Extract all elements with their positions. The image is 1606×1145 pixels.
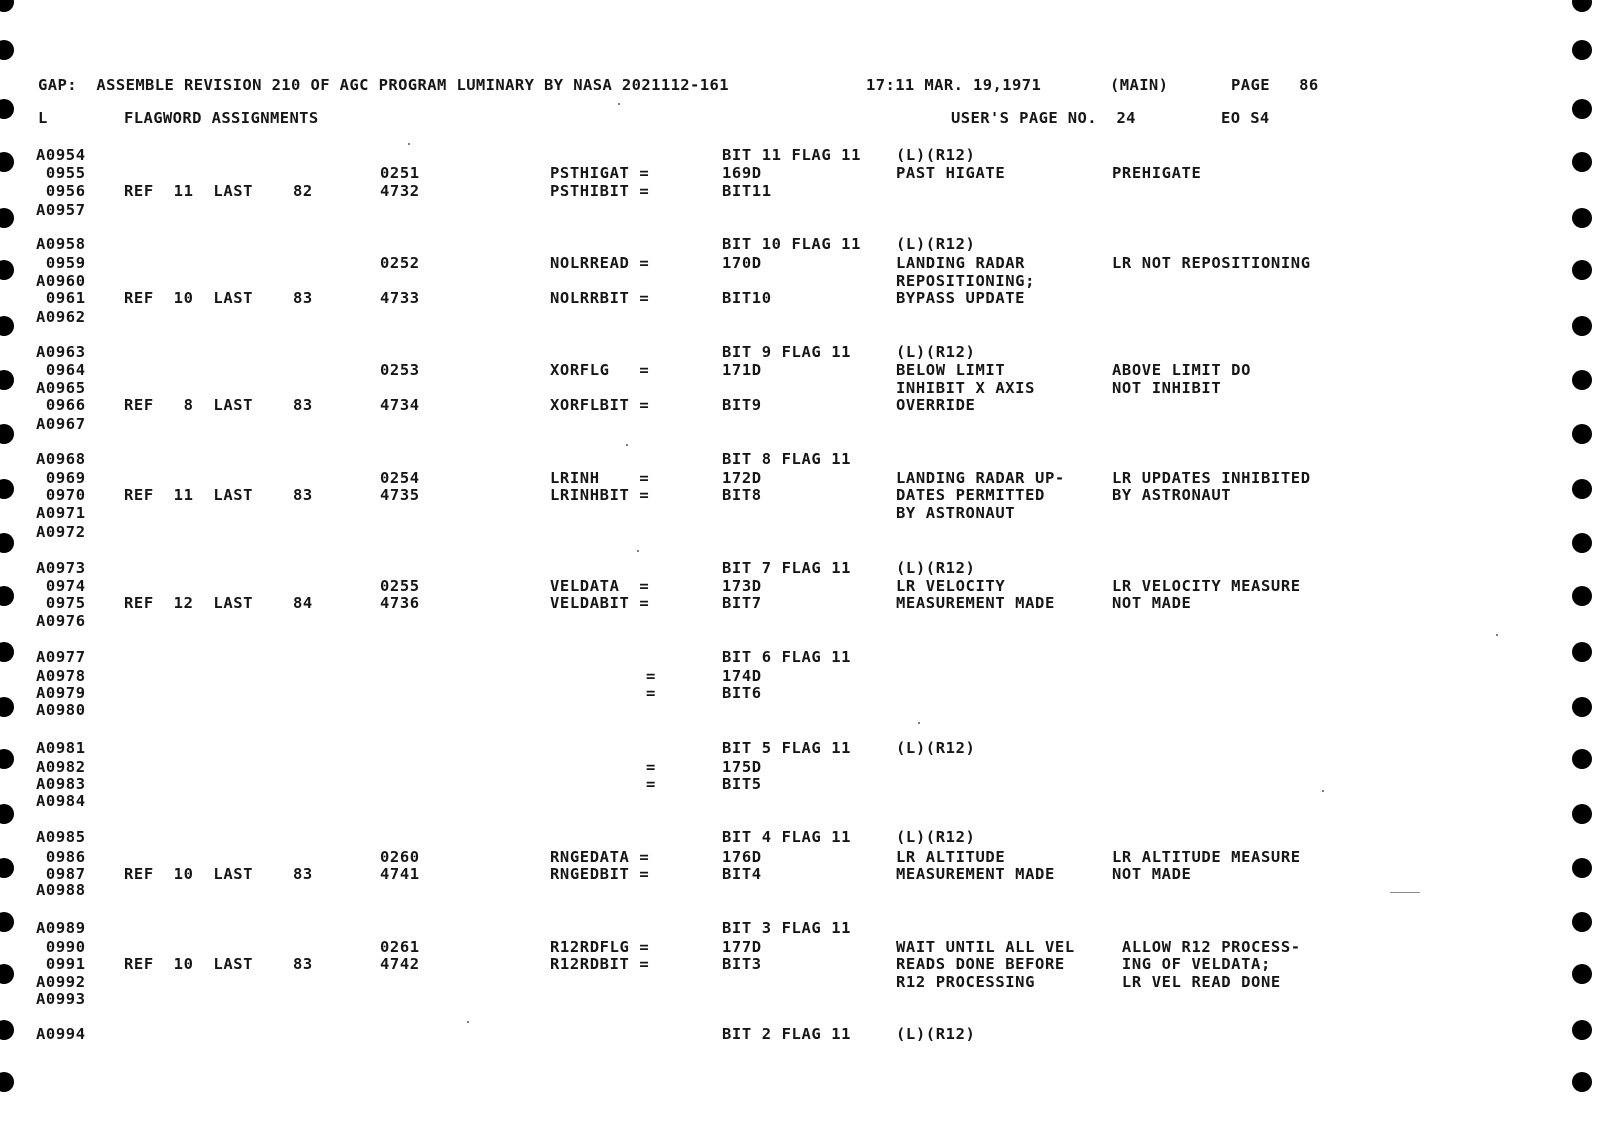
tractor-hole xyxy=(1572,0,1592,12)
tractor-hole xyxy=(0,316,14,336)
listing-seq: A0982 xyxy=(36,758,86,776)
listing-d1: REPOSITIONING; xyxy=(896,272,1036,290)
listing-seq: 0991 xyxy=(36,955,86,973)
tractor-hole xyxy=(0,1072,14,1092)
print-speck xyxy=(918,722,920,724)
listing-addr: 0255 xyxy=(380,577,420,595)
listing-val: 177D xyxy=(722,938,762,956)
listing-bit: BIT 7 FLAG 11 xyxy=(722,559,852,577)
listing-val: 173D xyxy=(722,577,762,595)
tractor-hole xyxy=(1572,642,1592,662)
listing-name: PSTHIGAT = xyxy=(550,164,650,182)
listing-bit: BIT 2 FLAG 11 xyxy=(722,1025,852,1043)
listing-seq: A0954 xyxy=(36,146,86,164)
listing-seq: A0979 xyxy=(36,684,86,702)
listing-d1: LANDING RADAR UP- xyxy=(896,469,1065,487)
listing-val: 170D xyxy=(722,254,762,272)
listing-seq: 0986 xyxy=(36,848,86,866)
tractor-hole xyxy=(1572,1072,1592,1092)
listing-addr: 0261 xyxy=(380,938,420,956)
eo-marker: EO S4 xyxy=(1221,109,1270,127)
listing-val: 174D xyxy=(722,667,762,685)
tractor-hole xyxy=(1572,479,1592,499)
listing-seq: A0983 xyxy=(36,775,86,793)
print-speck xyxy=(626,444,628,446)
listing-seq: 0970 xyxy=(36,486,86,504)
tractor-hole xyxy=(0,260,14,280)
listing-val: BIT10 xyxy=(722,289,772,307)
header-title: GAP: ASSEMBLE REVISION 210 OF AGC PROGRAM LUMINARY BY NASA 2021112-161 xyxy=(38,76,729,94)
listing-ref: REF 11 LAST xyxy=(124,182,254,200)
listing-addr: 4733 xyxy=(380,289,420,307)
listing-seq: 0955 xyxy=(36,164,86,182)
listing-val: BIT8 xyxy=(722,486,762,504)
listing-seq: A0963 xyxy=(36,343,86,361)
tractor-hole xyxy=(1572,749,1592,769)
header-section: (MAIN) xyxy=(1110,76,1169,94)
listing-name: RNGEDBIT = xyxy=(550,865,650,883)
tractor-hole xyxy=(0,1020,14,1040)
listing-val: BIT9 xyxy=(722,396,762,414)
header-l-marker: L xyxy=(38,109,48,127)
listing-seq: 0961 xyxy=(36,289,86,307)
listing-d1: (L)(R12) xyxy=(896,828,976,846)
listing-seq: 0975 xyxy=(36,594,86,612)
print-speck xyxy=(1496,634,1498,636)
listing-val: BIT11 xyxy=(722,182,772,200)
listing-name: RNGEDATA = xyxy=(550,848,650,866)
listing-d1: LR VELOCITY xyxy=(896,577,1006,595)
tractor-hole xyxy=(1572,964,1592,984)
page-subtitle: FLAGWORD ASSIGNMENTS xyxy=(124,109,319,127)
listing-addr: 0252 xyxy=(380,254,420,272)
listing-addr: 0254 xyxy=(380,469,420,487)
tractor-hole xyxy=(0,697,14,717)
listing-seq: A0968 xyxy=(36,450,86,468)
tractor-hole xyxy=(1572,1020,1592,1040)
listing-name: LRINHBIT = xyxy=(550,486,650,504)
listing-seq: 0969 xyxy=(36,469,86,487)
listing-seq: A0977 xyxy=(36,648,86,666)
listing-seq: A0976 xyxy=(36,612,86,630)
print-dash xyxy=(1390,892,1420,893)
listing-seq: 0959 xyxy=(36,254,86,272)
listing-val: 176D xyxy=(722,848,762,866)
listing-d2: NOT INHIBIT xyxy=(1112,379,1222,397)
tractor-hole xyxy=(0,749,14,769)
listing-bit: BIT 8 FLAG 11 xyxy=(722,450,852,468)
listing-name: VELDABIT = xyxy=(550,594,650,612)
listing-addr: 4741 xyxy=(380,865,420,883)
tractor-hole xyxy=(1572,260,1592,280)
listing-d1: OVERRIDE xyxy=(896,396,976,414)
listing-d1: MEASUREMENT MADE xyxy=(896,865,1055,883)
listing-last: 84 xyxy=(293,594,313,612)
tractor-hole xyxy=(1572,40,1592,60)
listing-ref: REF 12 LAST xyxy=(124,594,254,612)
listing-d2: NOT MADE xyxy=(1112,594,1192,612)
listing-last: 83 xyxy=(293,486,313,504)
listing-seq: A0967 xyxy=(36,415,86,433)
tractor-hole xyxy=(0,964,14,984)
header-page-number: PAGE 86 xyxy=(1231,76,1319,94)
listing-ref: REF 10 LAST xyxy=(124,289,254,307)
listing-d1: LR ALTITUDE xyxy=(896,848,1006,866)
tractor-hole xyxy=(0,152,14,172)
listing-d1: PAST HIGATE xyxy=(896,164,1006,182)
tractor-hole xyxy=(0,586,14,606)
listing-seq: A0957 xyxy=(36,201,86,219)
listing-seq: A0973 xyxy=(36,559,86,577)
listing-val: 172D xyxy=(722,469,762,487)
tractor-hole xyxy=(0,804,14,824)
listing-seq: A0985 xyxy=(36,828,86,846)
listing-name: R12RDBIT = xyxy=(550,955,650,973)
listing-d1: WAIT UNTIL ALL VEL xyxy=(896,938,1075,956)
listing-d1: MEASUREMENT MADE xyxy=(896,594,1055,612)
listing-seq: A0989 xyxy=(36,919,86,937)
listing-eq: = xyxy=(646,775,656,793)
tractor-hole xyxy=(0,0,14,12)
listing-d2: LR VELOCITY MEASURE xyxy=(1112,577,1301,595)
listing-d2: PREHIGATE xyxy=(1112,164,1202,182)
print-speck xyxy=(637,550,639,552)
tractor-hole xyxy=(0,479,14,499)
tractor-hole xyxy=(1572,804,1592,824)
listing-d2: BY ASTRONAUT xyxy=(1112,486,1232,504)
tractor-hole xyxy=(0,370,14,390)
listing-d1: (L)(R12) xyxy=(896,739,976,757)
listing-bit: BIT 9 FLAG 11 xyxy=(722,343,852,361)
listing-addr: 4742 xyxy=(380,955,420,973)
listing-seq: A0984 xyxy=(36,792,86,810)
tractor-hole xyxy=(1572,586,1592,606)
listing-addr: 4732 xyxy=(380,182,420,200)
listing-d2: LR ALTITUDE MEASURE xyxy=(1112,848,1301,866)
print-speck xyxy=(618,103,620,105)
tractor-hole xyxy=(1572,208,1592,228)
listing-d1: (L)(R12) xyxy=(896,559,976,577)
right-tractor-holes xyxy=(1570,0,1594,1145)
tractor-hole xyxy=(1572,99,1592,119)
listing-seq: A0978 xyxy=(36,667,86,685)
listing-seq: A0965 xyxy=(36,379,86,397)
listing-d2: LR NOT REPOSITIONING xyxy=(1112,254,1311,272)
listing-ref: REF 11 LAST xyxy=(124,486,254,504)
listing-d2: ING OF VELDATA; xyxy=(1112,955,1271,973)
listing-name: NOLRRBIT = xyxy=(550,289,650,307)
print-speck xyxy=(467,1021,469,1023)
tractor-hole xyxy=(0,99,14,119)
tractor-hole xyxy=(0,912,14,932)
listing-seq: A0962 xyxy=(36,308,86,326)
listing-d2: ABOVE LIMIT DO xyxy=(1112,361,1252,379)
listing-val: BIT3 xyxy=(722,955,762,973)
listing-addr: 4734 xyxy=(380,396,420,414)
listing-last: 83 xyxy=(293,955,313,973)
listing-seq: A0971 xyxy=(36,504,86,522)
listing-eq: = xyxy=(646,667,656,685)
listing-name: VELDATA = xyxy=(550,577,650,595)
listing-val: 175D xyxy=(722,758,762,776)
listing-d1: DATES PERMITTED xyxy=(896,486,1045,504)
listing-d2: ALLOW R12 PROCESS- xyxy=(1112,938,1301,956)
listing-name: NOLRREAD = xyxy=(550,254,650,272)
listing-seq: 0964 xyxy=(36,361,86,379)
tractor-hole xyxy=(1572,912,1592,932)
listing-d1: BY ASTRONAUT xyxy=(896,504,1016,522)
listing-d1: BYPASS UPDATE xyxy=(896,289,1026,307)
listing-val: BIT5 xyxy=(722,775,762,793)
listing-last: 83 xyxy=(293,289,313,307)
listing-d1: R12 PROCESSING xyxy=(896,973,1036,991)
listing-seq: A0980 xyxy=(36,701,86,719)
tractor-hole xyxy=(0,208,14,228)
listing-seq: 0987 xyxy=(36,865,86,883)
listing-last: 83 xyxy=(293,396,313,414)
listing-addr: 4736 xyxy=(380,594,420,612)
listing-last: 83 xyxy=(293,865,313,883)
listing-bit: BIT 11 FLAG 11 xyxy=(722,146,862,164)
listing-d1: LANDING RADAR xyxy=(896,254,1026,272)
listing-name: R12RDFLG = xyxy=(550,938,650,956)
tractor-hole xyxy=(0,642,14,662)
listing-name: XORFLBIT = xyxy=(550,396,650,414)
tractor-hole xyxy=(0,40,14,60)
tractor-hole xyxy=(1572,697,1592,717)
listing-seq: A0992 xyxy=(36,973,86,991)
listing-bit: BIT 10 FLAG 11 xyxy=(722,235,862,253)
listing-seq: 0990 xyxy=(36,938,86,956)
listing-ref: REF 10 LAST xyxy=(124,955,254,973)
tractor-hole xyxy=(1572,424,1592,444)
print-speck xyxy=(1322,790,1324,792)
listing-d1: (L)(R12) xyxy=(896,146,976,164)
tractor-hole xyxy=(1572,533,1592,553)
tractor-hole xyxy=(1572,316,1592,336)
listing-d2: LR UPDATES INHIBITED xyxy=(1112,469,1311,487)
listing-addr: 4735 xyxy=(380,486,420,504)
tractor-hole xyxy=(1572,858,1592,878)
listing-name: LRINH = xyxy=(550,469,650,487)
listing-addr: 0253 xyxy=(380,361,420,379)
listing-d2: LR VEL READ DONE xyxy=(1112,973,1281,991)
header-timestamp: 17:11 MAR. 19,1971 xyxy=(866,76,1042,94)
tractor-hole xyxy=(1572,370,1592,390)
listing-eq: = xyxy=(646,684,656,702)
listing-seq: A0972 xyxy=(36,523,86,541)
listing-seq: 0956 xyxy=(36,182,86,200)
listing-d2: NOT MADE xyxy=(1112,865,1192,883)
listing-seq: A0958 xyxy=(36,235,86,253)
listing-bit: BIT 5 FLAG 11 xyxy=(722,739,852,757)
listing-ref: REF 8 LAST xyxy=(124,396,254,414)
listing-bit: BIT 3 FLAG 11 xyxy=(722,919,852,937)
listing-d1: (L)(R12) xyxy=(896,1025,976,1043)
listing-val: 169D xyxy=(722,164,762,182)
listing-seq: A0981 xyxy=(36,739,86,757)
listing-d1: READS DONE BEFORE xyxy=(896,955,1065,973)
listing-val: BIT4 xyxy=(722,865,762,883)
listing-addr: 0251 xyxy=(380,164,420,182)
listing-name: PSTHIBIT = xyxy=(550,182,650,200)
listing-addr: 0260 xyxy=(380,848,420,866)
listing-seq: A0993 xyxy=(36,990,86,1008)
listing-bit: BIT 4 FLAG 11 xyxy=(722,828,852,846)
listing-d1: INHIBIT X AXIS xyxy=(896,379,1036,397)
listing-bit: BIT 6 FLAG 11 xyxy=(722,648,852,666)
listing-eq: = xyxy=(646,758,656,776)
listing-seq: A0960 xyxy=(36,272,86,290)
listing-seq: 0974 xyxy=(36,577,86,595)
listing-ref: REF 10 LAST xyxy=(124,865,254,883)
listing-val: 171D xyxy=(722,361,762,379)
tractor-hole xyxy=(1572,152,1592,172)
listing-d1: (L)(R12) xyxy=(896,343,976,361)
tractor-hole xyxy=(0,533,14,553)
listing-seq: A0988 xyxy=(36,881,86,899)
listing-val: BIT6 xyxy=(722,684,762,702)
users-page-number: USER'S PAGE NO. 24 xyxy=(951,109,1136,127)
tractor-hole xyxy=(0,858,14,878)
listing-seq: 0966 xyxy=(36,396,86,414)
listing-d1: BELOW LIMIT xyxy=(896,361,1006,379)
left-tractor-holes xyxy=(0,0,24,1145)
listing-name: XORFLG = xyxy=(550,361,650,379)
listing-d1: (L)(R12) xyxy=(896,235,976,253)
tractor-hole xyxy=(0,424,14,444)
listing-last: 82 xyxy=(293,182,313,200)
listing-seq: A0994 xyxy=(36,1025,86,1043)
print-speck xyxy=(408,143,410,145)
listing-val: BIT7 xyxy=(722,594,762,612)
